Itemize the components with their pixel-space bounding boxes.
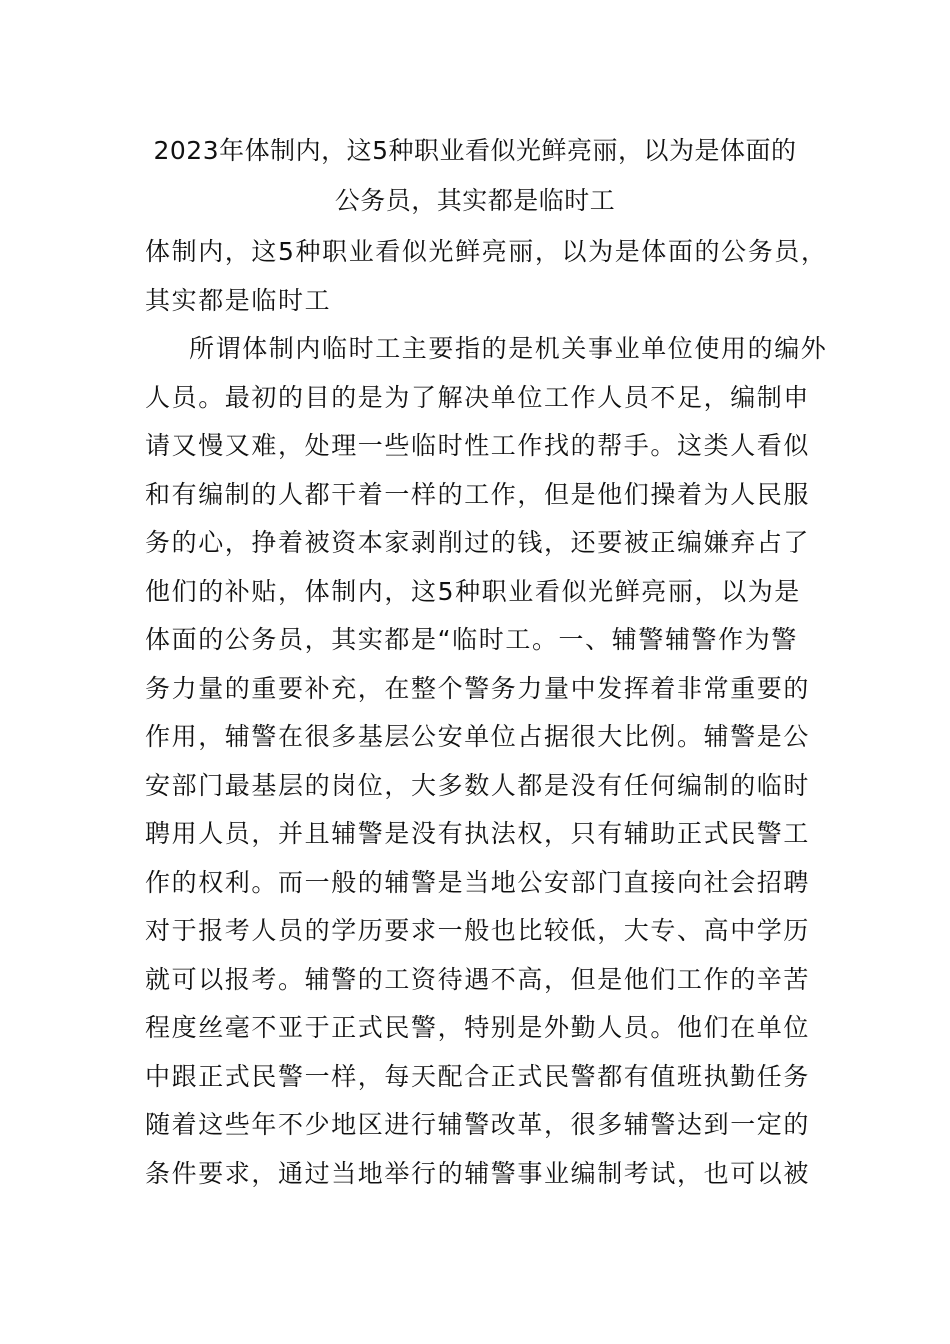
body-line: 条件要求，通过当地举行的辅警事业编制考试，也可以被 [145,1158,811,1188]
body-line: 体制内，这5种职业看似光鲜亮丽，以为是体面的公务员， [145,237,828,266]
body-line: 聘用人员，并且辅警是没有执法权，只有辅助正式民警工 [145,819,811,848]
document-title-line-2: 公务员，其实都是临时工 [334,186,616,215]
body-line: 对于报考人员的学历要求一般也比较低，大专、高中学历 [145,916,811,945]
body-line: 随着这些年不少地区进行辅警改革，很多辅警达到一定的 [145,1110,811,1139]
body-line: 作的权利。而一般的辅警是当地公安部门直接向社会招聘 [145,867,811,897]
body-line: 其实都是临时工 [145,285,332,315]
body-line: 他们的补贴，体制内，这5种职业看似光鲜亮丽，以为是 [145,576,801,606]
body-line: 中跟正式民警一样，每天配合正式民警都有值班执勤任务 [145,1061,811,1091]
body-line: 和有编制的人都干着一样的工作，但是他们操着为人民服 [145,479,811,509]
body-line: 务的心，挣着被资本家剥削过的钱，还要被正编嫌弃占了 [145,528,811,557]
body-line: 人员。最初的目的是为了解决单位工作人员不足，编制申 [145,382,811,412]
body-line: 体面的公务员，其实都是“临时工。一、辅警辅警作为警 [145,625,798,654]
body-line: 作用，辅警在很多基层公安单位占据很大比例。辅警是公 [145,722,811,751]
document-body [145,228,828,1198]
body-line: 请又慢又难，处理一些临时性工作找的帮手。这类人看似 [145,431,811,460]
body-line: 就可以报考。辅警的工资待遇不高，但是他们工作的辛苦 [145,964,811,994]
body-line: 安部门最基层的岗位，大多数人都是没有任何编制的临时 [145,770,811,800]
body-line: 所谓体制内临时工主要指的是机关事业单位使用的编外 [189,334,828,363]
body-line: 程度丝毫不亚于正式民警，特别是外勤人员。他们在单位 [145,1013,811,1042]
body-line: 务力量的重要补充，在整个警务力量中发挥着非常重要的 [145,673,811,703]
document-title-line-1: 2023年体制内，这5种职业看似光鲜亮丽，以为是体面的 [153,136,797,165]
